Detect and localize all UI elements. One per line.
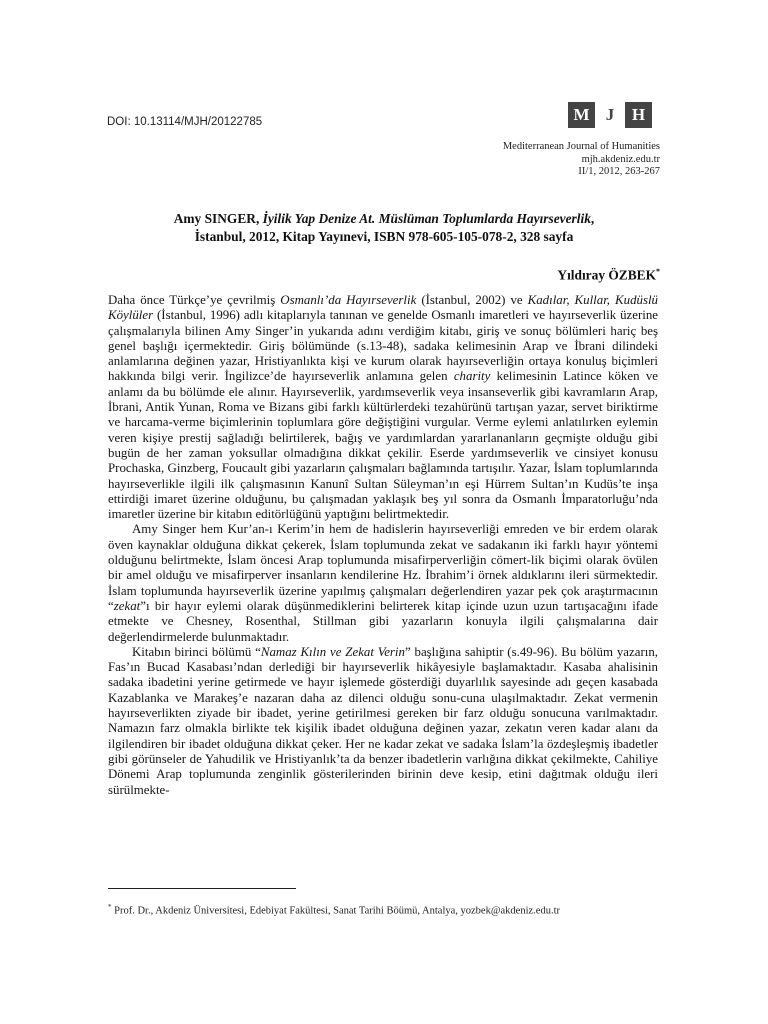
p1-italic-2: Kadılar, Kullar, Kudüslü Köylüler [108,293,658,323]
p2-italic-1: zekat [113,598,141,613]
logo-letter-h: H [625,102,652,128]
p1-text-c: (İstanbul, 1996) adlı kitaplarıyla tanınan ve genelde Osmanlı imaretleri ve hayırseverlik üzerine çalışmalarıyla bilinen Amy Singer’in yukarıda adını verdiğim kitabı, giriş ve sonuç bölümleri hariç beş genel başlığı içermektedir. Giriş bölümünde (s.13-48), sadaka kelimesinin Arap ve İbrani dilindeki anlamlarına değinen yazar, Hristiyanlıkta kişi ve kurum olarak hayırseverliğin ortaya konuluş biçimleri hakkında bilgi verir. İngilizce’de hayırseverlik anlamına gelen [108,308,658,384]
p1-text-b: (İstanbul, 2002) ve [416,293,528,307]
p2-text-b: ”ı bir hayır eylemi olarak düşünmediklerini belirterek kitap içinde uzun uzun tartışacağını ifade etmekte ve Chesney, Rosenthal, Stillman gibi yazarların konuyla ilgili çalışmalarına dair değerlendirmelerde bulunmaktadır. [108,598,658,644]
p1-italic-3: charity [453,369,491,384]
p1-text-a: Daha önce Türkçe’ye çevrilmiş [108,293,281,307]
journal-info [503,141,660,179]
p3-italic-1: Namaz Kılın ve Zekat Verin [260,644,405,659]
title-comma: , [590,211,595,226]
journal-issue: II/1, 2012, 263-267 [578,166,660,177]
title-line-1 [108,210,660,228]
journal-name: Mediterranean Journal of Humanities [502,141,660,152]
doi: DOI: 10.13114/MJH/20122785 [107,116,263,128]
author-name: Yıldıray ÖZBEK [557,267,656,283]
journal-logo [568,102,652,128]
journal-url: mjh.akdeniz.edu.tr [581,153,660,165]
footnote-divider [108,888,296,889]
paragraph-2 [108,522,658,644]
p1-text-d: kelimesinin Latince köken ve anlamı da bu bölümde ele alınır. Hayırseverlik, yardımseverlik veya insanseverlik gibi kavramların Arap, İbrani, Antik Yunan, Roma ve Bizans gibi farklı kültürlerdeki tezahürünü tartışan yazar, servet biriktirme ve harcama-verme biçimlerinin toplumlara göre değiştiğini vurgular. Verme eylemi anlatılırken eylemin veren kişiye prestij sağladığı belirtilerek, bağış ve yardımlardan yararlananların geçmişte olduğu gibi bugün de her zaman yoksullar olmadığına dikkat çekilir. Eserde yardımseverlik ve cinsiyet konusu Prochaska, Ginzberg, Foucault gibi yazarların çalışmaları bağlamında tartışılır. Yazar, İslam toplumlarında hayırseverlikle ilgili ilk çalışmasının Kanunî Sultan Süleyman’ın eşi Hürrem Sultan’ın Kudüs’te inşa ettirdiği imaret üzerine olduğunu, bu çalışmadan yaklaşık beş yıl sonra da Osmanlı İmparatorluğu’nda imaretler üzerine bir kitabın editörlüğünü yaptığını belirtmektedir. [108,369,658,522]
paragraph-1 [108,293,658,522]
title-author: Amy SINGER, [173,211,263,226]
article-body [108,293,658,798]
review-title [108,210,660,246]
p2-text-a: Amy Singer hem Kur’an-ı Kerim’in hem de hadislerin hayırseverliği emreden ve bir erdem olarak öven kaynaklar olduğuna dikkat çekerek, İslam toplumunda zekat ve sadakanın iki farklı hayır yöntemi olduğunu belirtmekte, İslam öncesi Arap toplumunda misafirperverliğin cömert-lik biçimi olarak övülen bir amel olduğu ve misafirperver insanların kendilerine Hz. İbrahim’i örnek aldıklarını ileri sürmektedir. İslam toplumunda hayırseverlik üzerine yapılmış çalışmaları değerlendiren yazar pek çok araştırmacının “ [108,522,658,613]
logo-letter-j: J [595,102,625,128]
title-line-2: İstanbul, 2012, Kitap Yayınevi, ISBN 978-605-105-078-2, 328 sayfa [194,229,574,244]
footnote-mark: * [108,903,112,911]
logo-letter-m: M [568,102,595,128]
footnote-text: Prof. Dr., Akdeniz Üniversitesi, Edebiyat Fakültesi, Sanat Tarihi Böümü, Antalya, yozbek@akdeniz.edu.tr [111,905,560,917]
p3-text-a: Kitabın birinci bölümü “ [132,644,261,659]
paragraph-3 [108,645,658,798]
p1-italic-1: Osmanlı’da Hayırseverlik [280,293,417,307]
author-footnote-mark: * [656,267,660,276]
footnote [108,903,560,917]
review-author [557,267,660,283]
title-book: İyilik Yap Denize At. Müslüman Toplumlarda Hayırseverlik [262,211,591,226]
p3-text-b: ” başlığına sahiptir (s.49-96). Bu bölüm yazarın, Fas’ın Bucad Kasabası’ndan derlediği bir hayırseverlik hikâyesiyle başlamaktadır. Kasaba ahalisinin sadaka ibadetini yerine getirmede ve hayır işlemede gösterdiği duyarlılık sayesinde adı geçen kasabada Kazablanka ve Marakeş’e nazaran daha az dilenci olduğu sonu-cuna ulaşılmaktadır. Zekat vermenin hayırseverlikten ziyade bir ibadet, yerine getirilmesi gereken bir farz olduğu sonucuna varılmaktadır. Namazın farz olmakla birlikte tek kişilik ibadet olduğuna değinen yazar, zekatın veren kadar alanı da ilgilendiren bir ibadet olduğuna dikkat çeker. Her ne kadar zekat ve sadaka İslam’la özdeşleşmiş ibadetler gibi görünseler de Yahudilik ve Hristiyanlık’ta da benzer ibadetlerin varlığına dikkat çekilmekte, Cahiliye Dönemi Arap toplumunda zenginlik gösterilerinden birinin deve kesip, etini dağıtmak olduğu ileri sürülmekte- [108,644,658,797]
